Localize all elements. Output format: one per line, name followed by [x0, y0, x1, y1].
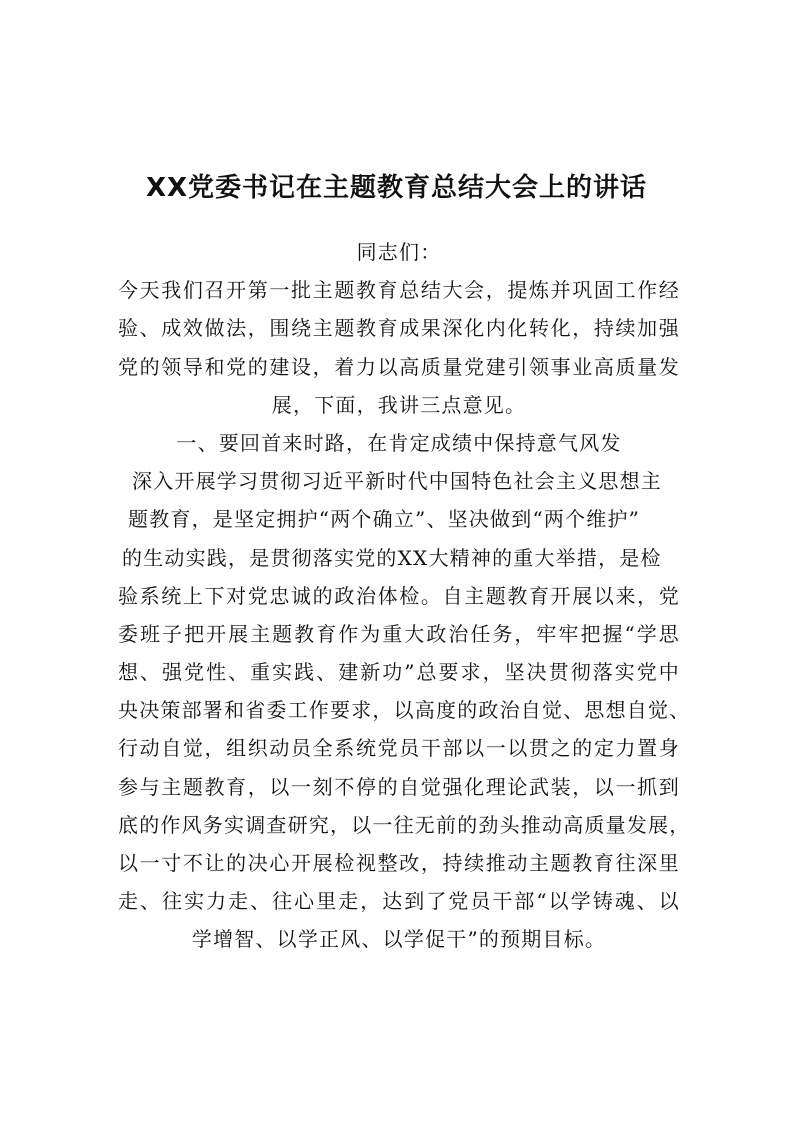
body-line-6: 深入开展学习贯彻习近平新时代中国特色社会主义思想主	[132, 469, 662, 494]
body-line-18: 学增智、以学正风、以学促干”的预期目标。	[191, 927, 607, 952]
body-line-3: 党的领导和党的建设，着力以高质量党建引领事业高质量发	[118, 354, 680, 379]
body-line-4: 展，下面，我讲三点意见。	[271, 392, 527, 417]
body-line-7: 题教育，是坚定拥护“两个确立”、坚决做到“两个维护”	[128, 507, 641, 532]
body-line-12: 央决策部署和省委工作要求，以高度的政治自觉、思想自觉、	[118, 698, 691, 723]
body-line-8: 的生动实践，是贯彻落实党的XX大精神的重大举措，是检	[122, 545, 662, 570]
body-line-2: 验、成效做法，围绕主题教育成果深化内化转化，持续加强	[118, 316, 680, 341]
body-line-14: 参与主题教育，以一刻不停的自觉强化理论武装，以一抓到	[118, 774, 680, 799]
document-body	[118, 233, 691, 959]
body-line-1: 今天我们召开第一批主题教育总结大会，提炼并巩固工作经	[118, 278, 680, 303]
body-line-9: 验系统上下对党忠诚的政治体检。自主题教育开展以来，党	[118, 583, 680, 608]
body-line-11: 想、强党性、重实践、建新功”总要求，坚决贯彻落实党中	[118, 660, 680, 685]
salutation: 同志们：	[356, 240, 442, 264]
body-line-13: 行动自觉，组织动员全系统党员干部以一以贯之的定力置身	[118, 736, 680, 761]
document-title: XX党委书记在主题教育总结大会上的讲话	[145, 173, 648, 203]
body-line-17: 走、往实力走、往心里走，达到了党员干部“以学铸魂、以	[118, 889, 680, 914]
section-heading-1: 一、要回首来时路，在肯定成绩中保持意气风发	[176, 430, 622, 455]
body-line-15: 底的作风务实调查研究，以一往无前的劲头推动高质量发展，	[118, 812, 691, 837]
body-line-16: 以一寸不让的决心开展检视整改，持续推动主题教育往深里	[118, 851, 680, 875]
body-line-10: 委班子把开展主题教育作为重大政治任务，牢牢把握“学思	[118, 621, 680, 646]
